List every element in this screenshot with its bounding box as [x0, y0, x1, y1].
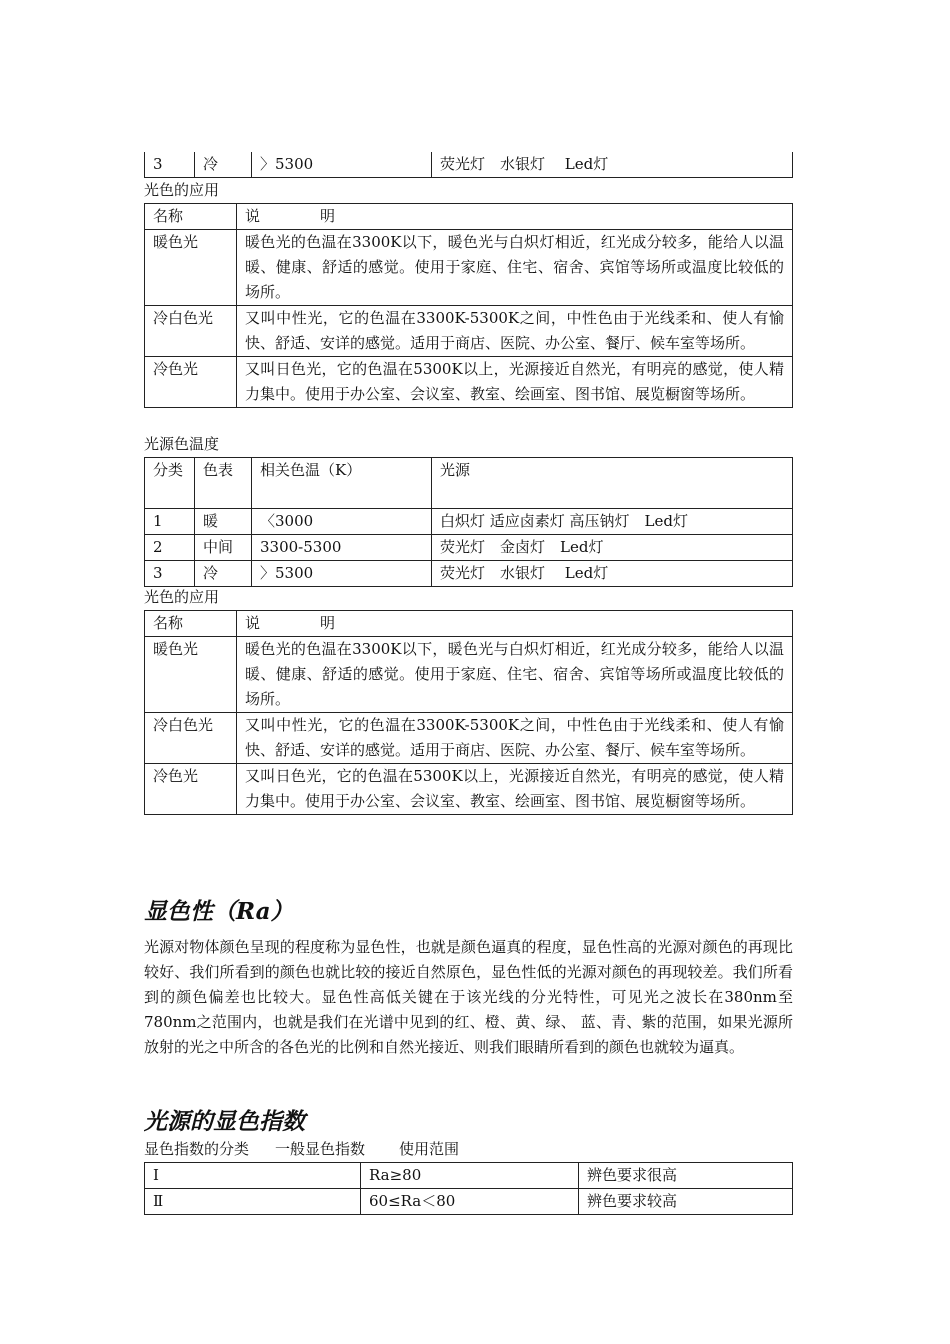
- cell-num: 3: [145, 152, 195, 178]
- table-row: [145, 713, 793, 764]
- table-row: [145, 230, 793, 306]
- cell-source: 白炽灯 适应卤素灯 高压钠灯 Led灯: [432, 509, 793, 535]
- cell-value: Ra≥80: [361, 1163, 579, 1189]
- caption-usage: 使用范围: [399, 1140, 460, 1158]
- row-desc: 暖色光的色温在3300K以下，暖色光与白炽灯相近，红光成分较多，能给人以温暖、健康、舒适的感觉。使用于家庭、住宅、宿舍、宾馆等场所或温度比较低的场所。: [237, 637, 793, 713]
- row-name: 冷白色光: [145, 306, 237, 357]
- table-caption: 光色的应用: [144, 181, 220, 199]
- cell-class: Ⅰ: [145, 1163, 361, 1189]
- table-caption: 光色的应用: [144, 588, 220, 606]
- table-row: [145, 1189, 793, 1215]
- caption-general-index: 一般显色指数: [275, 1140, 366, 1158]
- header-desc: 说 明: [237, 611, 793, 637]
- cell-temp: 〉5300: [252, 152, 432, 178]
- section-heading: 显色性（Ra）: [144, 898, 294, 925]
- cell-source: 荧光灯 水银灯 Led灯: [432, 152, 793, 178]
- temp-table-fragment: [144, 152, 793, 178]
- header-temp: 相关色温（K）: [252, 458, 432, 509]
- table-row: [145, 1163, 793, 1189]
- table-row: [145, 509, 793, 535]
- cell-source: 荧光灯 水银灯 Led灯: [432, 561, 793, 587]
- cell-num: 3: [145, 561, 195, 587]
- light-color-application-section-2: [144, 585, 793, 815]
- row-desc: 又叫中性光，它的色温在3300K-5300K之间，中性色由于光线柔和、使人有愉快、舒适、安详的感觉。适用于商店、医院、办公室、餐厅、候车室等场所。: [237, 306, 793, 357]
- header-desc: 说 明: [237, 204, 793, 230]
- row-name: 暖色光: [145, 230, 237, 306]
- table-row: [145, 357, 793, 408]
- cell-tone: 中间: [195, 535, 252, 561]
- cell-usage: 辨色要求很高: [579, 1163, 793, 1189]
- table-row: [145, 764, 793, 815]
- cell-tone: 冷: [195, 152, 252, 178]
- color-rendering-index-section: [144, 1107, 793, 1215]
- index-table-caption: [144, 1137, 793, 1162]
- cell-value: 60≤Ra＜80: [361, 1189, 579, 1215]
- color-temperature-section: [144, 432, 793, 587]
- table-row: [145, 637, 793, 713]
- header-num: 分类: [145, 458, 195, 509]
- table-caption: 光源色温度: [144, 435, 220, 453]
- row-name: 暖色光: [145, 637, 237, 713]
- header-tone: 色表: [195, 458, 252, 509]
- header-source: 光源: [432, 458, 793, 509]
- color-rendering-section: [144, 897, 793, 1060]
- cell-source: 荧光灯 金卤灯 Led灯: [432, 535, 793, 561]
- cell-temp: 〉5300: [252, 561, 432, 587]
- row-name: 冷色光: [145, 357, 237, 408]
- header-name: 名称: [145, 204, 237, 230]
- cell-class: Ⅱ: [145, 1189, 361, 1215]
- row-desc: 暖色光的色温在3300K以下，暖色光与白炽灯相近，红光成分较多，能给人以温暖、健康、舒适的感觉。使用于家庭、住宅、宿舍、宾馆等场所或温度比较低的场所。: [237, 230, 793, 306]
- light-color-table: [144, 203, 793, 408]
- cell-usage: 辨色要求较高: [579, 1189, 793, 1215]
- section-paragraph: 光源对物体颜色呈现的程度称为显色性，也就是颜色逼真的程度，显色性高的光源对颜色的再现比较好、我们所看到的颜色也就比较的接近自然原色，显色性低的光源对颜色的再现较差。我们所看到的颜色偏差也比较大。显色性高低关键在于该光线的分光特性，可见光之波长在380nm至780nm之范围内，也就是我们在光谱中见到的红、橙、黄、绿、 蓝、青、紫的范围，如果光源所放射的光之中所含的各色光的比例和自然光接近、则我们眼睛所看到的颜色也就较为逼真。: [144, 938, 793, 1056]
- cell-temp: 〈3000: [252, 509, 432, 535]
- cell-num: 2: [145, 535, 195, 561]
- table-row: [145, 561, 793, 587]
- cell-temp: 3300-5300: [252, 535, 432, 561]
- color-temperature-table: [144, 457, 793, 587]
- cell-tone: 冷: [195, 561, 252, 587]
- caption-classification: 显色指数的分类: [144, 1140, 250, 1158]
- cell-num: 1: [145, 509, 195, 535]
- row-desc: 又叫中性光，它的色温在3300K-5300K之间，中性色由于光线柔和、使人有愉快、舒适、安详的感觉。适用于商店、医院、办公室、餐厅、候车室等场所。: [237, 713, 793, 764]
- light-color-table: [144, 610, 793, 815]
- row-desc: 又叫日色光，它的色温在5300K以上，光源接近自然光，有明亮的感觉，使人精力集中。使用于办公室、会议室、教室、绘画室、图书馆、展览橱窗等场所。: [237, 764, 793, 815]
- cell-tone: 暖: [195, 509, 252, 535]
- row-name: 冷色光: [145, 764, 237, 815]
- row-name: 冷白色光: [145, 713, 237, 764]
- table-header-row: [145, 204, 793, 230]
- color-rendering-index-table: [144, 1162, 793, 1215]
- table-header-row: [145, 458, 793, 509]
- table-row: [145, 306, 793, 357]
- header-name: 名称: [145, 611, 237, 637]
- section-heading: 光源的显色指数: [144, 1108, 305, 1135]
- table-row: [145, 152, 793, 178]
- light-color-application-section: [144, 178, 793, 408]
- table-row: [145, 535, 793, 561]
- row-desc: 又叫日色光，它的色温在5300K以上，光源接近自然光，有明亮的感觉，使人精力集中。使用于办公室、会议室、教室、绘画室、图书馆、展览橱窗等场所。: [237, 357, 793, 408]
- table-header-row: [145, 611, 793, 637]
